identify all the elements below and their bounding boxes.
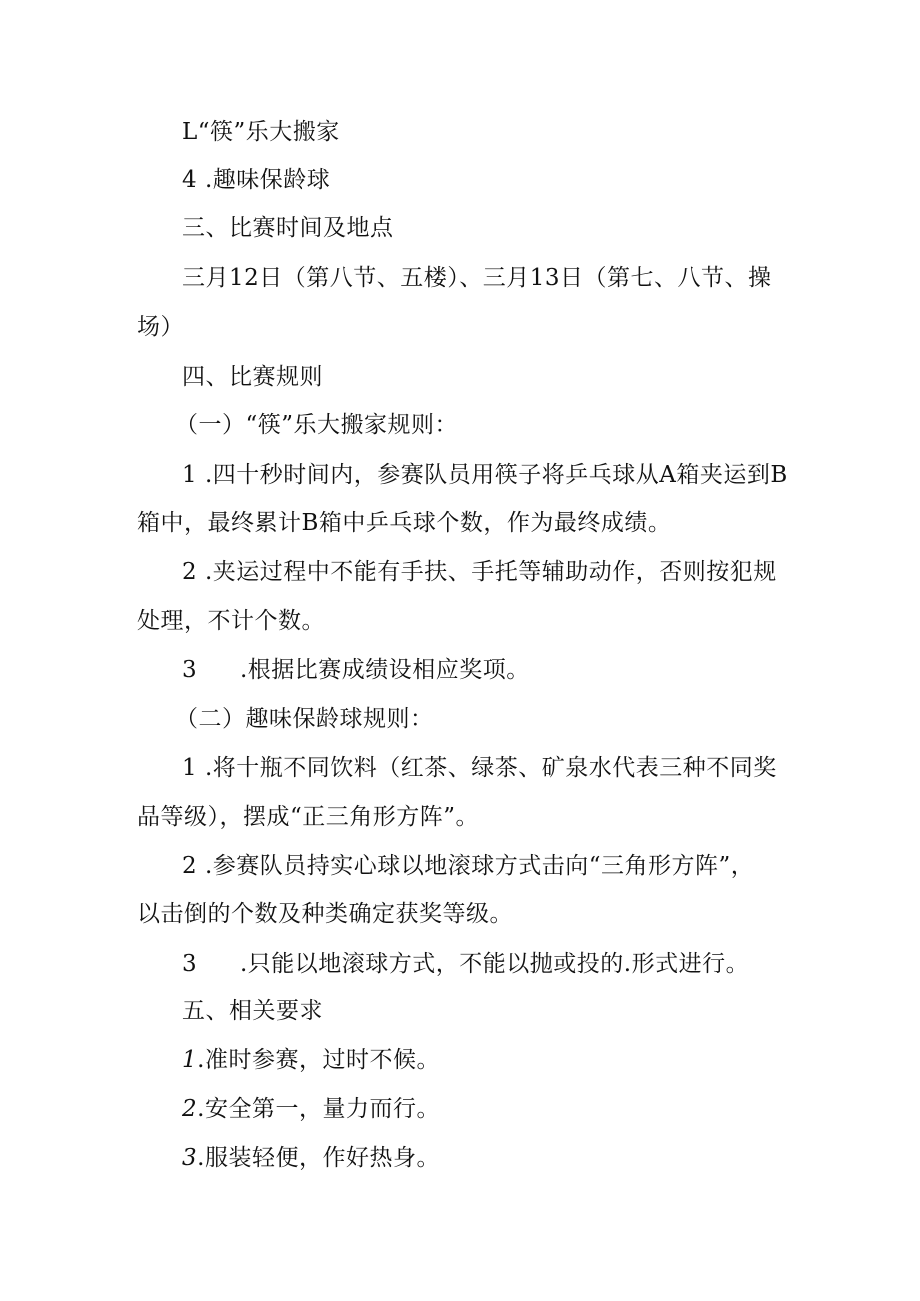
- requirement-3-text: .服装轻便，作好热身。: [197, 1145, 440, 1171]
- subheading-bowling-rules: （二）趣味保龄球规则：: [175, 706, 434, 732]
- bowling-rule-3: [182, 949, 749, 979]
- requirement-1-number: 1: [182, 1047, 198, 1073]
- bowling-rule-1-line-1: 1 .将十瓶不同饮料（红茶、绿茶、矿泉水代表三种不同奖: [182, 755, 777, 781]
- rule-2-line-2: 处理，不计个数。: [137, 608, 325, 634]
- section-heading-requirements: 五、相关要求: [182, 998, 323, 1024]
- requirement-2-number: 2: [182, 1096, 198, 1122]
- requirement-2: [182, 1094, 440, 1124]
- subheading-chopsticks-rules: （一）“筷”乐大搬家规则：: [175, 412, 459, 438]
- bowling-rule-3-text: .只能以地滚球方式，不能以抛或投的.形式进行。: [240, 951, 750, 977]
- requirement-3: [182, 1143, 440, 1173]
- rule-3-text: .根据比赛成绩设相应奖项。: [240, 657, 530, 683]
- item-fun-bowling: 4 .趣味保龄球: [182, 167, 331, 193]
- requirement-2-text: .安全第一，量力而行。: [197, 1096, 440, 1122]
- bowling-rule-3-number: 3: [182, 951, 198, 977]
- rule-1-line-2: 箱中，最终累计B箱中乒乓球个数，作为最终成绩。: [137, 510, 672, 536]
- schedule-line-1: 三月12日（第八节、五楼）、三月13日（第七、八节、操: [182, 265, 772, 291]
- requirement-3-number: 3: [182, 1145, 198, 1171]
- rule-3-number: 3: [182, 657, 198, 683]
- schedule-line-2: 场）: [137, 314, 184, 340]
- bowling-rule-1-line-2: 品等级），摆成“正三角形方阵”。: [137, 804, 480, 830]
- rule-2-line-1: 2 .夹运过程中不能有手扶、手托等辅助动作，否则按犯规: [182, 559, 777, 585]
- section-heading-rules: 四、比赛规则: [182, 364, 323, 390]
- requirement-1-text: .准时参赛，过时不候。: [197, 1047, 440, 1073]
- item-chopsticks-relay: L“筷”乐大搬家: [182, 119, 340, 145]
- section-heading-time-place: 三、比赛时间及地点: [182, 215, 394, 241]
- rule-3: [182, 655, 530, 685]
- bowling-rule-2-line-1: 2 .参赛队员持实心球以地滚球方式击向“三角形方阵”，: [182, 853, 755, 879]
- bowling-rule-2-line-2: 以击倒的个数及种类确定获奖等级。: [137, 901, 513, 927]
- rule-1-line-1: 1 .四十秒时间内，参赛队员用筷子将乒乓球从A箱夹运到B: [182, 462, 788, 488]
- requirement-1: [182, 1045, 440, 1075]
